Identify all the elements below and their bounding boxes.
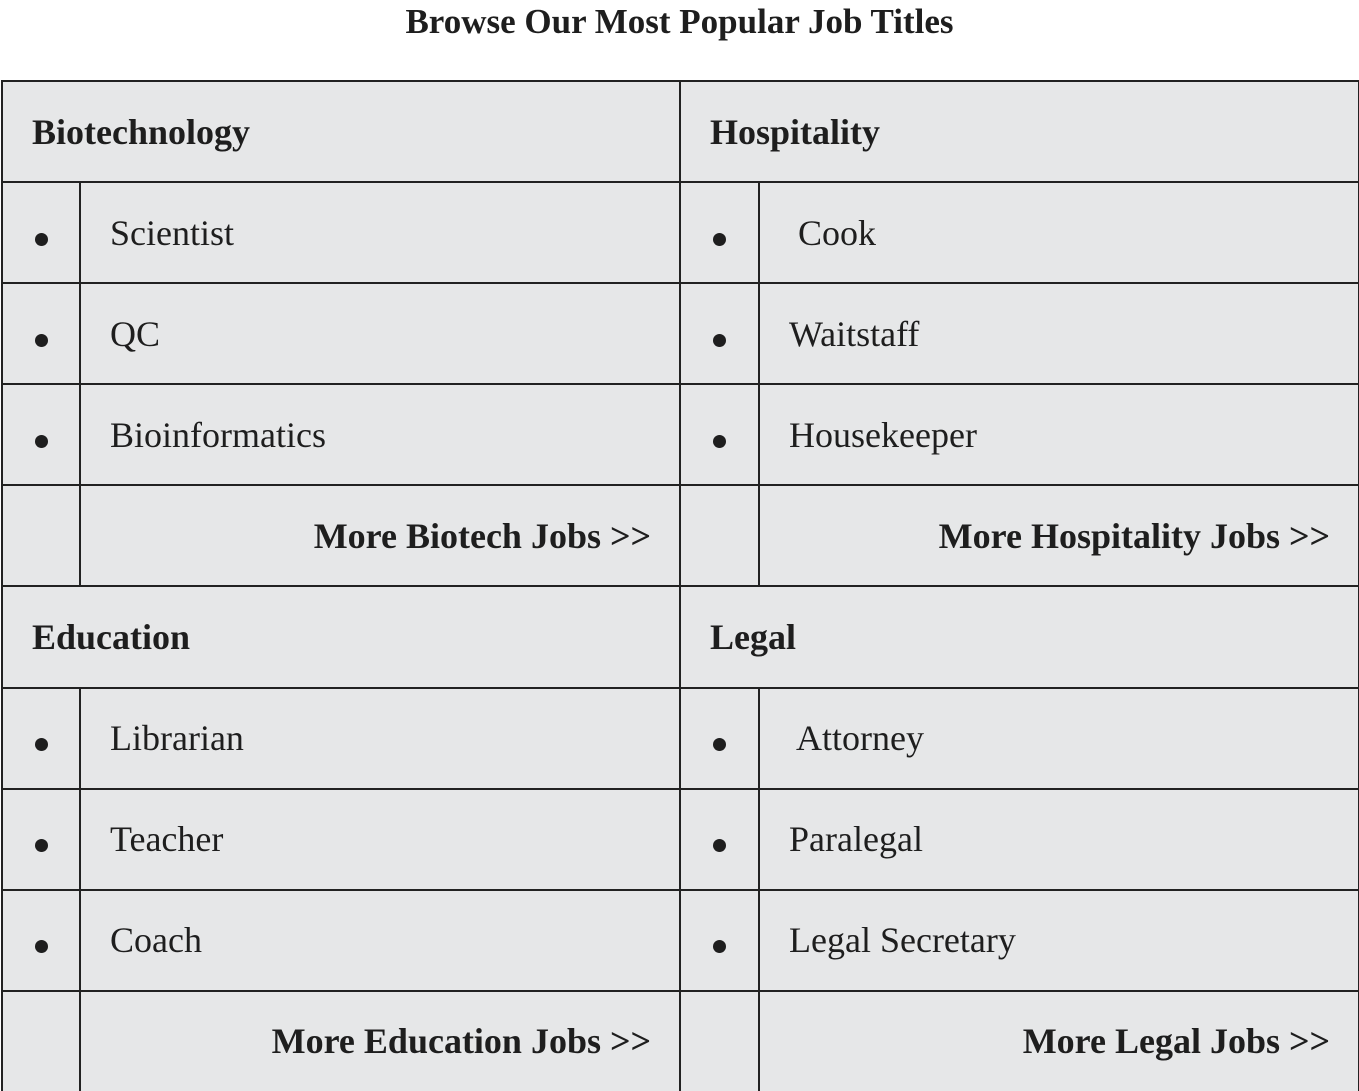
table-row xyxy=(2,789,1359,890)
job-cell xyxy=(759,283,1359,384)
job-link-waitstaff[interactable]: Waitstaff xyxy=(789,313,920,354)
job-cell xyxy=(759,890,1359,991)
bullet-cell xyxy=(680,890,759,991)
bullet-cell xyxy=(680,182,759,283)
page-title: Browse Our Most Popular Job Titles xyxy=(405,2,954,41)
job-cell xyxy=(759,182,1359,283)
bullet-icon xyxy=(713,738,726,751)
bullet-icon xyxy=(713,839,726,852)
job-link-coach[interactable]: Coach xyxy=(110,920,202,961)
bullet-icon xyxy=(713,334,726,347)
more-jobs-row xyxy=(2,485,1359,586)
table-row xyxy=(2,688,1359,789)
job-cell xyxy=(80,384,680,485)
empty-cell xyxy=(2,485,80,586)
job-link-cook[interactable]: Cook xyxy=(789,212,877,253)
bullet-icon xyxy=(35,435,48,448)
bullet-icon xyxy=(35,334,48,347)
job-cell xyxy=(80,789,680,890)
more-jobs-row xyxy=(2,991,1359,1091)
job-cell xyxy=(80,890,680,991)
job-cell xyxy=(759,789,1359,890)
table-row xyxy=(2,384,1359,485)
bullet-cell xyxy=(2,890,80,991)
bullet-icon xyxy=(713,940,726,953)
job-link-bioinformatics[interactable]: Bioinformatics xyxy=(110,414,326,455)
job-link-legal-secretary[interactable]: Legal Secretary xyxy=(789,920,1016,961)
job-link-teacher[interactable]: Teacher xyxy=(110,819,224,860)
job-cell xyxy=(80,283,680,384)
category-heading-education: Education xyxy=(2,586,680,687)
bullet-cell xyxy=(680,688,759,789)
bullet-icon xyxy=(35,738,48,751)
job-cell xyxy=(759,688,1359,789)
table-row xyxy=(2,890,1359,991)
bullet-cell xyxy=(2,688,80,789)
bullet-cell xyxy=(2,384,80,485)
bullet-icon xyxy=(35,233,48,246)
empty-cell xyxy=(2,991,80,1091)
category-header-row xyxy=(2,81,1359,182)
more-hospitality-jobs-link[interactable]: More Hospitality Jobs >> xyxy=(938,515,1331,556)
job-link-paralegal[interactable]: Paralegal xyxy=(789,819,923,860)
more-cell xyxy=(80,485,680,586)
more-biotech-jobs-link[interactable]: More Biotech Jobs >> xyxy=(313,515,652,556)
category-heading-biotechnology: Biotechnology xyxy=(2,81,680,182)
category-header-row xyxy=(2,586,1359,687)
bullet-icon xyxy=(713,233,726,246)
more-cell xyxy=(759,991,1359,1091)
job-link-qc[interactable]: QC xyxy=(110,313,161,354)
bullet-icon xyxy=(713,435,726,448)
empty-cell xyxy=(680,485,759,586)
bullet-icon xyxy=(35,839,48,852)
more-cell xyxy=(759,485,1359,586)
table-row xyxy=(2,283,1359,384)
bullet-cell xyxy=(2,789,80,890)
job-link-librarian[interactable]: Librarian xyxy=(110,718,244,759)
job-link-scientist[interactable]: Scientist xyxy=(110,212,234,253)
more-legal-jobs-link[interactable]: More Legal Jobs >> xyxy=(1022,1021,1331,1062)
category-heading-legal: Legal xyxy=(680,586,1359,687)
more-cell xyxy=(80,991,680,1091)
job-link-housekeeper[interactable]: Housekeeper xyxy=(789,414,977,455)
bullet-cell xyxy=(2,283,80,384)
more-education-jobs-link[interactable]: More Education Jobs >> xyxy=(271,1021,652,1062)
bullet-cell xyxy=(680,283,759,384)
empty-cell xyxy=(680,991,759,1091)
bullet-cell xyxy=(680,384,759,485)
category-heading-hospitality: Hospitality xyxy=(680,81,1359,182)
job-cell xyxy=(80,182,680,283)
table-row xyxy=(2,182,1359,283)
job-cell xyxy=(80,688,680,789)
job-cell xyxy=(759,384,1359,485)
job-titles-table xyxy=(1,80,1359,1091)
bullet-icon xyxy=(35,940,48,953)
job-link-attorney[interactable]: Attorney xyxy=(789,718,924,759)
bullet-cell xyxy=(680,789,759,890)
bullet-cell xyxy=(2,182,80,283)
